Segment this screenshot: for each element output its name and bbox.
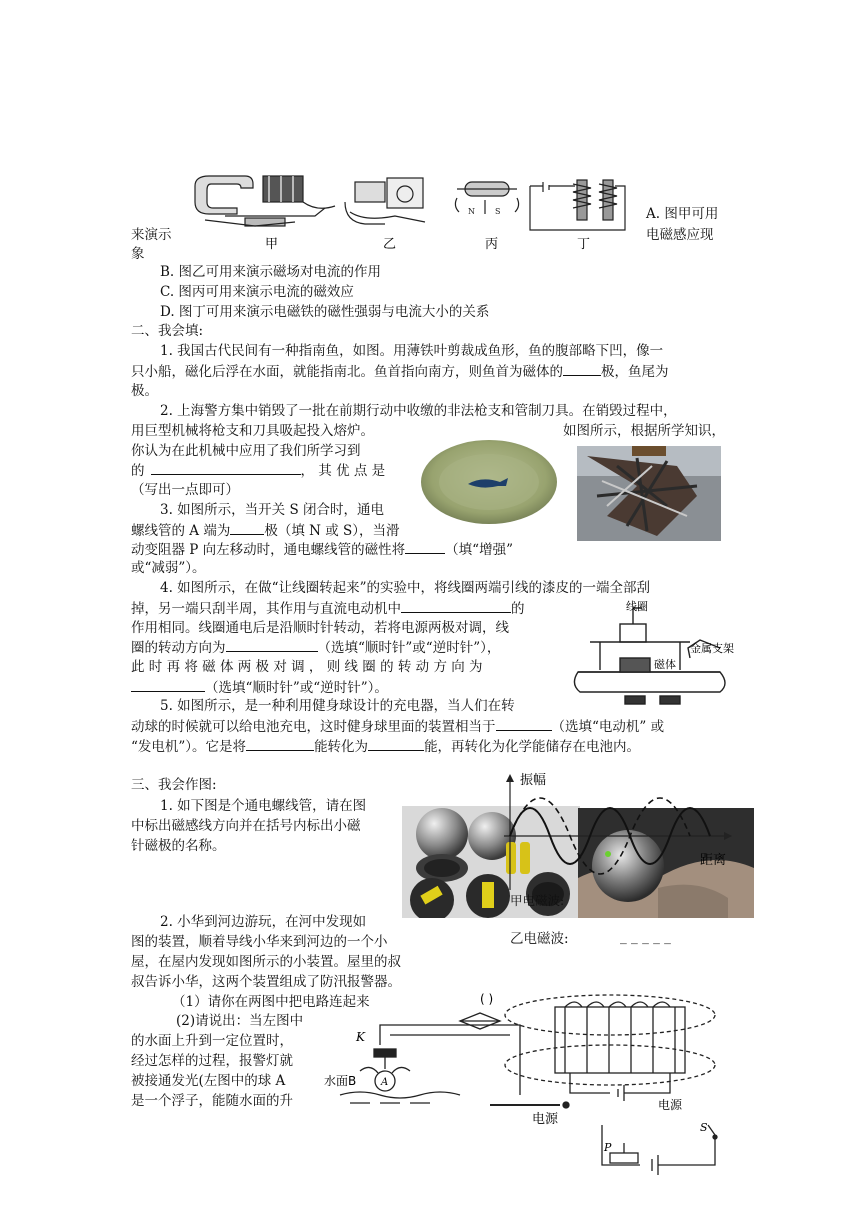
- s2-q1-line2a: 只小船，磁化后浮在水面，就能指南北。鱼首指向南方，则鱼首为磁体的: [131, 364, 563, 380]
- figure-bing: [455, 182, 518, 216]
- bracket-label: 金属支架: [690, 642, 734, 655]
- s3-q2-line3: 屋，在屋内发现如图所示的小装置。屋里的叔: [131, 954, 401, 970]
- s2-q4-line2: [131, 598, 525, 619]
- s3-q2-line4: 叔告诉小华，这两个装置组成了防汛报警器。: [131, 974, 401, 990]
- s2-q1-line2: [131, 361, 669, 382]
- s2-q3-line2: [131, 520, 400, 541]
- figure-ding: [530, 180, 625, 230]
- s3-q2-sub2-line5: 是一个浮子，能随水面的升: [131, 1093, 293, 1109]
- s2-q5-blank1[interactable]: [496, 716, 552, 731]
- figure-label-ding: 丁: [577, 237, 591, 252]
- s2-q4-line1: 4. 如图所示，在做“让线圈转起来”的实验中，将线圈两端引线的漆皮的一端全部刮: [160, 580, 650, 596]
- s2-q5-line3: [131, 736, 640, 757]
- s2-q1-line3: 极。: [131, 383, 158, 399]
- s2-q2-line5: （写出一点即可）: [131, 482, 239, 498]
- s2-q5-blank3[interactable]: [368, 736, 424, 751]
- s2-q2-line3: 你认为在此机械中应用了我们所学习到: [131, 443, 361, 459]
- compass-bracket[interactable]: ( ): [480, 992, 494, 1006]
- prev-option-b: B. 图乙可用来演示磁场对电流的作用: [160, 264, 382, 280]
- s3-q2-sub1: （1）请你在两图中把电路连起来: [172, 994, 370, 1010]
- s2-q3-line2b: 极（填 N 或 S），当滑: [264, 523, 400, 539]
- s2-q5-line3a: “发电机”）。它是将: [131, 739, 247, 755]
- s2-q5-blank2[interactable]: [246, 736, 314, 751]
- wave-xlabel: 距离: [700, 853, 727, 868]
- s2-q2-line2b: 如图所示，根据所学知识，: [563, 423, 725, 439]
- s2-q3-line3b: （填“增强”: [445, 542, 513, 558]
- s3-q2-line2: 图的装置，顺着导线小华来到河边的一个小: [131, 934, 388, 950]
- flood-alarm-circuit-figure: [320, 985, 740, 1185]
- s2-q4-line4: [131, 637, 500, 658]
- p-label: P: [604, 1141, 612, 1154]
- coil-motor-figure: [570, 600, 770, 712]
- s-label: S: [700, 1121, 708, 1134]
- power-label: 电源: [532, 1112, 559, 1127]
- water-label: 水面B: [324, 1074, 357, 1088]
- coil-icon: [620, 624, 646, 642]
- s2-q4-line5: 此 时 再 将 磁 体 两 极 对 调 ， 则 线 圈 的 转 动 方 向 为: [131, 659, 483, 675]
- s2-q2-line4: [131, 460, 385, 481]
- s2-q4-blank3[interactable]: [131, 677, 205, 692]
- figure-yi: [345, 178, 425, 224]
- s2-q3-line2a: 螺线管的 A 端为: [131, 523, 231, 539]
- k-label: K: [356, 1030, 365, 1044]
- power-label-2: 电源: [658, 1098, 683, 1112]
- coil-label: 线圈: [626, 600, 648, 613]
- s2-q3-line1: 3. 如图所示，当开关 S 闭合时，通电: [160, 502, 385, 518]
- s2-q3-blank1[interactable]: [230, 520, 264, 535]
- s2-q1-blank1[interactable]: [563, 361, 601, 376]
- figure-label-bing: 丙: [485, 237, 499, 252]
- s3-q2-sub2-line4: 被接通发光(左图中的球 A: [131, 1073, 286, 1089]
- s2-q4-blank1[interactable]: [401, 598, 511, 613]
- ball-label: A: [381, 1077, 389, 1088]
- fish-bowl-photo: [418, 436, 560, 528]
- s2-q2-blank[interactable]: [151, 460, 301, 475]
- s2-q1-line1: 1. 我国古代民间有一种指南鱼，如图。用薄铁叶剪裁成鱼形，鱼的腹部略下凹，像一: [160, 343, 664, 359]
- s2-q2-line4a: 的: [131, 463, 145, 479]
- s2-q4-blank2[interactable]: [226, 637, 318, 652]
- s3-q2-sub2-line2: 的水面上升到一定位置时，: [131, 1033, 293, 1049]
- s2-q4-line2a: 掉，另一端只刮半周，其作用与直流电动机中: [131, 601, 401, 617]
- s2-q5-line1: 5. 如图所示，是一种利用健身球设计的充电器，当人们在转: [160, 698, 515, 714]
- prev-option-a-2: 电磁感应现: [646, 227, 714, 243]
- em-wave-graph: [500, 770, 740, 898]
- figure-label-yi: 乙: [383, 237, 397, 252]
- s3-q2-sub2-line3: 经过怎样的过程，报警灯就: [131, 1053, 293, 1069]
- wave-b-dashes: _ _ _ _ _: [620, 929, 671, 945]
- s2-q5-line3b: 能转化为: [314, 739, 369, 755]
- wave-b-label: 乙电磁波:: [510, 931, 569, 947]
- prev-option-d: D. 图丁可用来演示电磁铁的磁性强弱与电流大小的关系: [160, 304, 490, 320]
- s2-q5-line3c: 能，再转化为化学能储存在电池内。: [424, 739, 641, 755]
- s2-q1-line2b: 极，鱼尾为: [601, 364, 669, 380]
- svg-text:S: S: [495, 207, 501, 216]
- s3-q2-line1: 2. 小华到河边游玩，在河中发现如: [160, 914, 367, 930]
- magnet-label: 磁体: [654, 658, 676, 671]
- s2-q2-line4b: ， 其 优 点 是: [300, 463, 386, 479]
- section2-heading: 二、我会填:: [131, 323, 204, 339]
- magnet-icon: [620, 658, 650, 672]
- prev-option-a-1: A. 图甲可用: [646, 206, 719, 222]
- top-experiment-figure: [185, 172, 635, 254]
- s2-q5-line2: [131, 716, 664, 737]
- s2-q5-line2a: 动球的时候就可以给电池充电，这时健身球里面的装置相当于: [131, 719, 496, 735]
- s2-q2-line1: 2. 上海警方集中销毁了一批在前期行动中收缴的非法枪支和管制刀具。在销毁过程中，: [160, 403, 677, 419]
- prev-option-c: C. 图丙可用来演示电流的磁效应: [160, 284, 354, 300]
- s2-q4-line6: [131, 677, 388, 698]
- section3-heading: 三、我会作图:: [131, 777, 217, 793]
- s2-q4-line4b: （选填“顺时针”或“逆时针”），: [317, 640, 501, 656]
- s2-q3-blank2[interactable]: [405, 539, 445, 554]
- prev-lead: 来演示: [131, 227, 172, 243]
- s2-q3-line3a: 动变阻器 P 向左移动时，通电螺线管的磁性将: [131, 542, 406, 558]
- scrap-magnet-photo: [577, 446, 721, 541]
- s2-q5-line2b: （选填“电动机” 或: [551, 719, 665, 735]
- prev-lead2: 象: [131, 246, 145, 262]
- s2-q4-line3: 作用相同。线圈通电后是沿顺时针转动，若将电源两极对调，线: [131, 620, 509, 636]
- s3-q1-line3: 针磁极的名称。: [131, 838, 226, 854]
- s2-q4-line6-text: （选填“顺时针”或“逆时针”）。: [205, 680, 388, 696]
- s2-q2-line2a: 用巨型机械将枪支和刀具吸起投入熔炉。: [131, 423, 374, 439]
- s3-q2-sub2-line1: (2)请说出：当左图中: [176, 1013, 304, 1029]
- svg-text:N: N: [468, 207, 475, 216]
- figure-jia: [195, 176, 335, 226]
- figure-label-jia: 甲: [265, 237, 279, 252]
- s2-q4-line2b: 的: [511, 601, 525, 617]
- s3-q1-line2: 中标出磁感线方向并在括号内标出小磁: [131, 818, 361, 834]
- wave-a-label: 甲电磁波:: [510, 893, 565, 908]
- s3-q1-line1: 1. 如下图是个通电螺线管，请在图: [160, 798, 367, 814]
- wave-ylabel: 振幅: [520, 773, 547, 788]
- s2-q3-line4: 或“减弱”）。: [131, 560, 206, 576]
- s2-q3-line3: [131, 539, 513, 560]
- s2-q4-line4a: 圈的转动方向为: [131, 640, 226, 656]
